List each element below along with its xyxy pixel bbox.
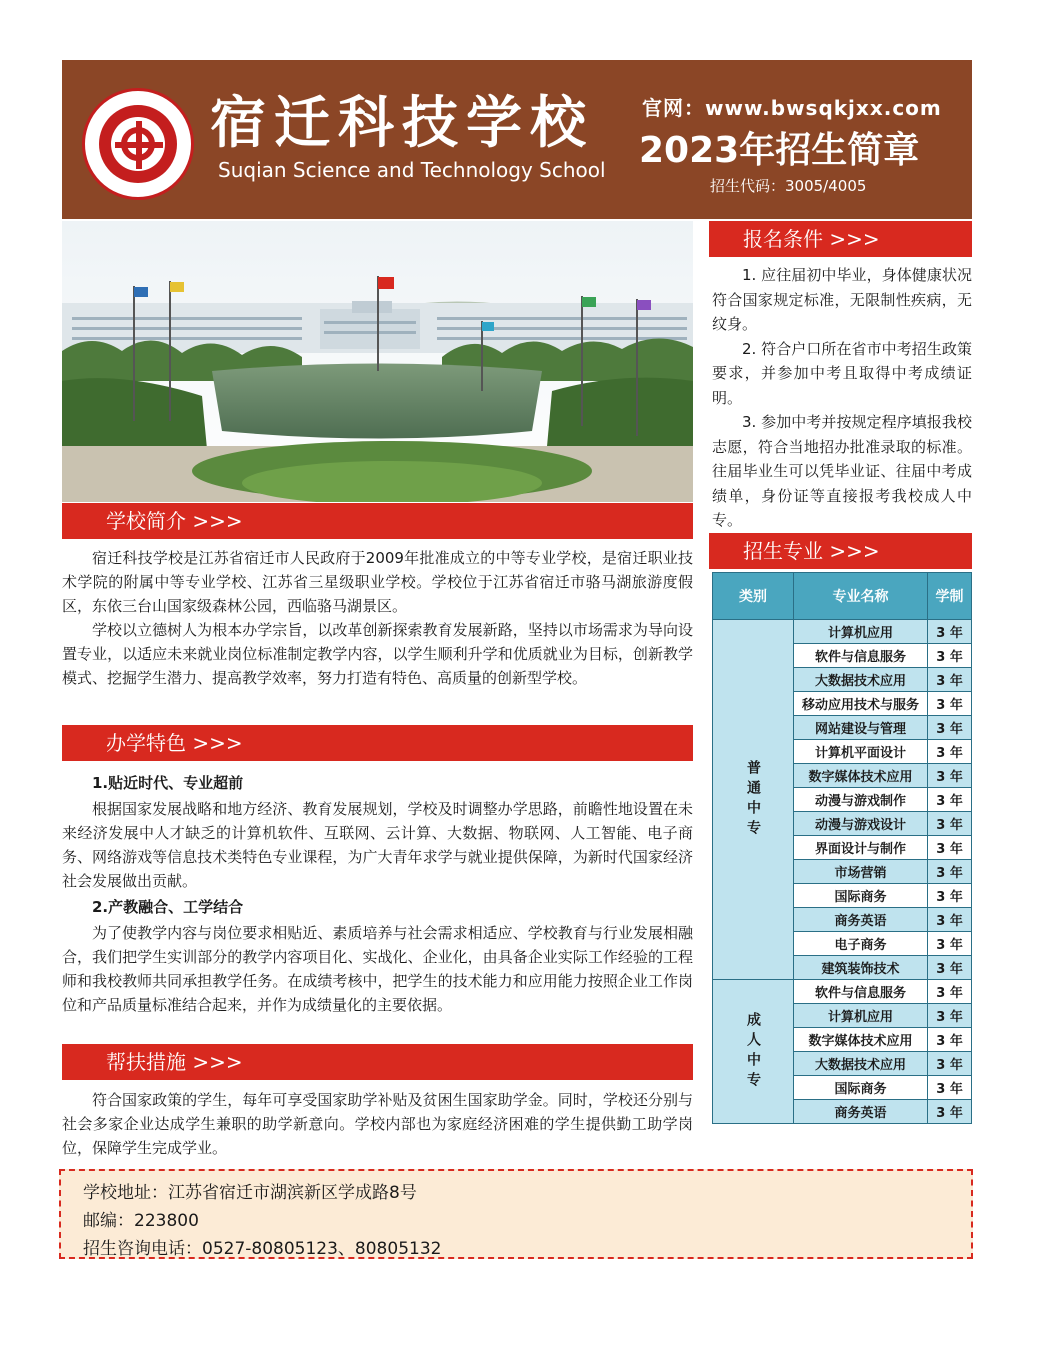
major-name-cell: 大数据技术应用 <box>794 1052 928 1076</box>
consult-phone: 招生咨询电话：0527-80805123、80805132 <box>83 1239 442 1259</box>
features-paragraph: 为了使教学内容与岗位要求相贴近、素质培养与社会需求相适应、学校教育与行业发展相融合，我们把学生实训部分的教学内容项目化、实战化、企业化，由具备企业实际工作经验的工程师和我校教师共同承担教学任务。在成绩考核中，把学生的技术能力和应用能力按照企业工作岗位和产品质量标准结合起来，并作为成绩量化的主要依据。 <box>62 924 693 1014</box>
school-name-english: Suqian Science and Technology School <box>218 158 606 182</box>
support-paragraph: 符合国家政策的学生，每年可享受国家助学补贴及贫困生国家助学金。同时，学校还分别与社会多家企业达成学生兼职的助学新意向。学校内部也为家庭经济困难的学生提供勤工助学岗位，保障学生完成学业。 <box>62 1091 693 1157</box>
features-paragraph: 根据国家发展战略和地方经济、教育发展规划，学校及时调整办学思路，前瞻性地设置在未来经济发展中人才缺乏的计算机软件、互联网、云计算、大数据、物联网、人工智能、电子商务、网络游戏等信息技术类特色专业课程，为广大青年求学与就业提供保障，为新时代国家经济社会发展做出贡献。 <box>62 800 693 890</box>
header-banner <box>62 60 972 219</box>
duration-cell: 3 年 <box>928 932 972 956</box>
column-header-duration: 学制 <box>928 573 972 620</box>
contact-box <box>59 1169 973 1259</box>
major-name-cell: 软件与信息服务 <box>794 644 928 668</box>
major-name-cell: 市场营销 <box>794 860 928 884</box>
table-header-row <box>713 573 972 620</box>
duration-cell: 3 年 <box>928 884 972 908</box>
features-subheading: 2.产教融合、工学结合 <box>92 898 244 916</box>
intro-text <box>62 546 693 690</box>
majors-table <box>712 572 972 1124</box>
section-requirements-header: 报名条件 >>> <box>709 221 972 257</box>
major-name-cell: 数字媒体技术应用 <box>794 1028 928 1052</box>
major-name-cell: 界面设计与制作 <box>794 836 928 860</box>
column-header-category: 类别 <box>713 573 794 620</box>
major-name-cell: 电子商务 <box>794 932 928 956</box>
duration-cell: 3 年 <box>928 1076 972 1100</box>
major-name-cell: 商务英语 <box>794 1100 928 1124</box>
requirements-list <box>712 263 972 533</box>
school-name-chinese: 宿迁科技学校 <box>210 90 594 156</box>
major-name-cell: 移动应用技术与服务 <box>794 692 928 716</box>
column-header-major: 专业名称 <box>794 573 928 620</box>
major-name-cell: 计算机应用 <box>794 1004 928 1028</box>
duration-cell: 3 年 <box>928 1028 972 1052</box>
duration-cell: 3 年 <box>928 620 972 644</box>
duration-cell: 3 年 <box>928 956 972 980</box>
major-name-cell: 建筑装饰技术 <box>794 956 928 980</box>
intro-paragraph: 宿迁科技学校是江苏省宿迁市人民政府于2009年批准成立的中等专业学校，是宿迁职业技术学院的附属中等专业学校、江苏省三星级职业学校。学校位于江苏省宿迁市骆马湖旅游度假区，东依三台山国家级森林公园，西临骆马湖景区。 <box>62 549 693 615</box>
requirement-item: 3. 参加中考并按规定程序填报我校志愿，符合当地招办批准录取的标准。往届毕业生可以凭毕业证、往届中考成绩单，身份证等直接报考我校成人中专。 <box>712 413 972 529</box>
website-url: 官网：www.bwsqkjxx.com <box>642 96 942 120</box>
school-address: 学校地址：江苏省宿迁市湖滨新区学成路8号 <box>83 1183 417 1203</box>
section-intro-header: 学校简介 >>> <box>62 503 693 539</box>
major-name-cell: 数字媒体技术应用 <box>794 764 928 788</box>
duration-cell: 3 年 <box>928 668 972 692</box>
requirement-item: 2. 符合户口所在省市中考招生政策要求，并参加中考且取得中考成绩证明。 <box>712 339 972 407</box>
section-features-header: 办学特色 >>> <box>62 725 693 761</box>
duration-cell: 3 年 <box>928 860 972 884</box>
category-cell: 成人中专 <box>713 980 794 1124</box>
major-name-cell: 动漫与游戏制作 <box>794 788 928 812</box>
major-name-cell: 计算机应用 <box>794 620 928 644</box>
major-name-cell: 计算机平面设计 <box>794 740 928 764</box>
duration-cell: 3 年 <box>928 644 972 668</box>
features-subheading: 1.贴近时代、专业超前 <box>92 774 244 792</box>
duration-cell: 3 年 <box>928 764 972 788</box>
requirement-item: 1. 应往届初中毕业，身体健康状况符合国家规定标准，无限制性疾病，无纹身。 <box>712 266 972 333</box>
major-name-cell: 动漫与游戏设计 <box>794 812 928 836</box>
table-row <box>713 620 972 644</box>
duration-cell: 3 年 <box>928 692 972 716</box>
duration-cell: 3 年 <box>928 1100 972 1124</box>
table-row <box>713 980 972 1004</box>
intro-paragraph: 学校以立德树人为根本办学宗旨，以改革创新探索教育发展新路，坚持以市场需求为导向设置专业，以适应未来就业岗位标准制定教学内容，以学生顺利升学和优质就业为目标，创新教学模式、挖掘学生潜力、提高教学效率，努力打造有特色、高质量的创新型学校。 <box>62 621 693 687</box>
brochure-title: 2023年招生简章 <box>639 130 920 171</box>
school-logo-emblem <box>82 88 194 200</box>
major-name-cell: 大数据技术应用 <box>794 668 928 692</box>
support-text <box>62 1088 693 1160</box>
campus-photo <box>62 221 693 502</box>
major-name-cell: 软件与信息服务 <box>794 980 928 1004</box>
major-name-cell: 商务英语 <box>794 908 928 932</box>
major-name-cell: 国际商务 <box>794 884 928 908</box>
section-majors-header: 招生专业 >>> <box>709 533 972 569</box>
section-support-header: 帮扶措施 >>> <box>62 1044 693 1080</box>
category-cell: 普通中专 <box>713 620 794 980</box>
duration-cell: 3 年 <box>928 908 972 932</box>
duration-cell: 3 年 <box>928 1004 972 1028</box>
features-text <box>62 769 693 1017</box>
duration-cell: 3 年 <box>928 788 972 812</box>
duration-cell: 3 年 <box>928 716 972 740</box>
duration-cell: 3 年 <box>928 812 972 836</box>
major-name-cell: 国际商务 <box>794 1076 928 1100</box>
duration-cell: 3 年 <box>928 740 972 764</box>
duration-cell: 3 年 <box>928 980 972 1004</box>
duration-cell: 3 年 <box>928 836 972 860</box>
postcode: 邮编：223800 <box>83 1211 199 1231</box>
major-name-cell: 网站建设与管理 <box>794 716 928 740</box>
majors-table-body <box>713 620 972 1124</box>
enroll-code: 招生代码：3005/4005 <box>710 177 867 195</box>
duration-cell: 3 年 <box>928 1052 972 1076</box>
